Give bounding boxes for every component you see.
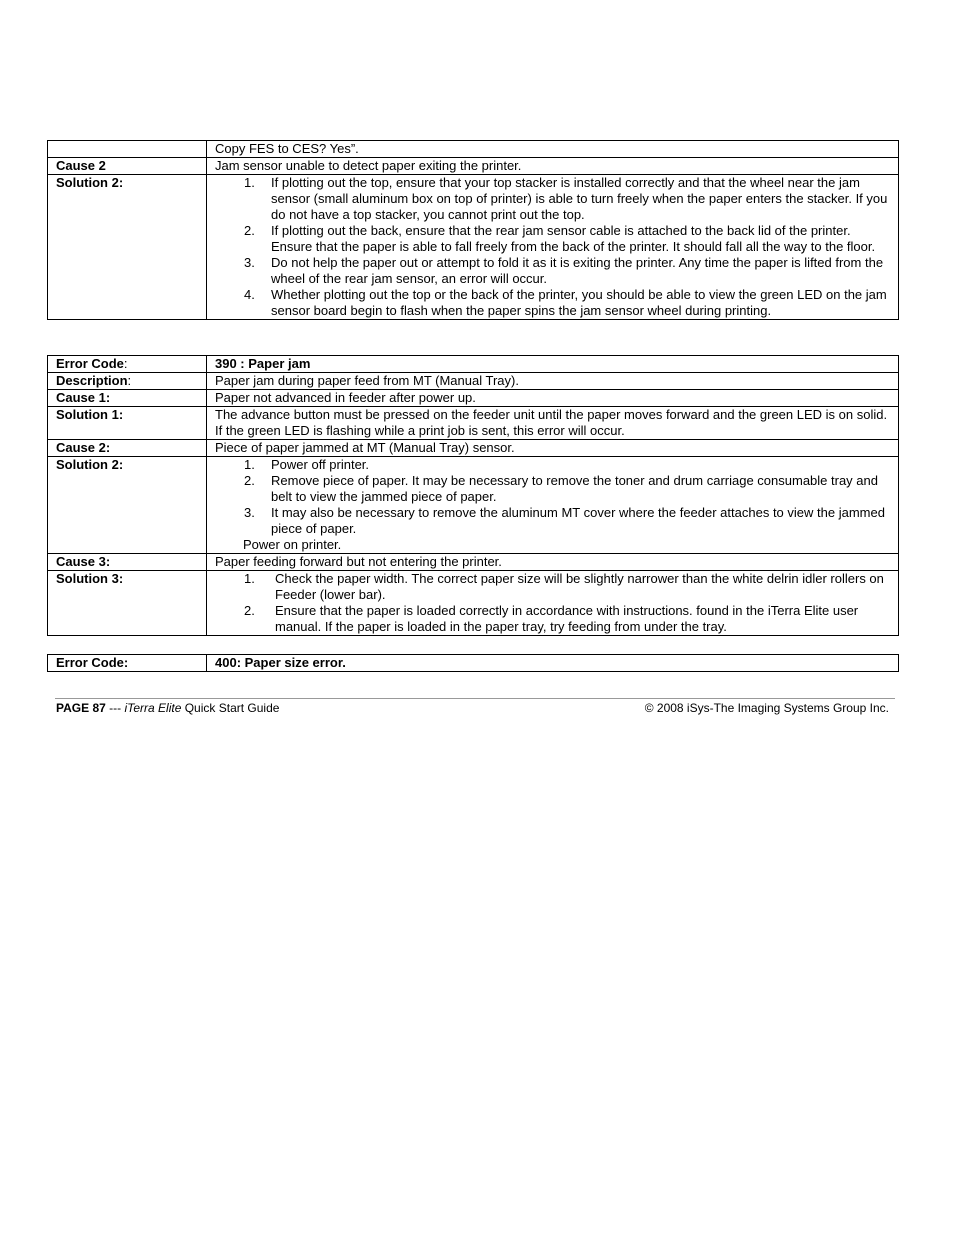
error-390-table (47, 355, 899, 636)
list-item: 1. If plotting out the top, ensure that your top stacker is installed correctly and that the wheel near the jam sensor (small aluminum box on top of printer) is able to turn freely when the paper enters the stacker. If you do not have a top stacker, you cannot print out the top. (244, 175, 888, 222)
cause-value: Paper not advanced in feeder after power up. (207, 390, 899, 407)
cause-label: Cause 2: (48, 440, 207, 457)
product-name: iTerra Elite (124, 701, 182, 715)
footer-page-info: PAGE 87 --- iTerra Elite Quick Start Guide (56, 701, 280, 715)
footer-divider (55, 698, 895, 699)
list-item: 1. Check the paper width. The correct paper size will be slightly narrower than the white delrin idler rollers on Feeder (lower bar). (244, 571, 884, 602)
list-item: 3. It may also be necessary to remove the aluminum MT cover where the feeder attaches to view the jammed piece of paper. (244, 505, 885, 536)
footer-copyright: © 2008 iSys-The Imaging Systems Group Inc. (644, 701, 889, 715)
solution-label: Solution 1: (48, 407, 207, 440)
solution-label: Solution 3: (48, 571, 207, 636)
row-value: Copy FES to CES? Yes”. (207, 141, 899, 158)
list-item: 2. Ensure that the paper is loaded correctly in accordance with instructions. found in the iTerra Elite user manual. If the paper is loaded in the paper tray, try feeding from under the tray. (244, 603, 859, 634)
table-row (48, 175, 899, 320)
solution-steps (207, 457, 899, 554)
error-code-value: 390 : Paper jam (207, 356, 899, 373)
solution-steps (207, 571, 899, 636)
table-row (48, 571, 899, 636)
table-row (48, 407, 899, 440)
cause-label: Cause 2 (48, 158, 207, 175)
list-item: 3. Do not help the paper out or attempt to fold it as it is exiting the printer. Any time the paper is lifted from the wheel of the rear jam sensor, an error will occur. (244, 255, 884, 286)
table-row (48, 440, 899, 457)
table-row (48, 457, 899, 554)
table-row (48, 373, 899, 390)
table-row (48, 158, 899, 175)
list-item: 2. If plotting out the back, ensure that the rear jam sensor cable is attached to the back lid of the printer. Ensure that the paper is able to fall freely from the back of the printer. It should fall all the way to the floor. (244, 223, 876, 254)
cause-label: Cause 3: (48, 554, 207, 571)
table-row (48, 554, 899, 571)
trailing-step: Power on printer. (243, 537, 342, 552)
error-400-table (47, 654, 899, 672)
error-code-label: Error Code: (48, 356, 207, 373)
solution-label: Solution 2: (48, 175, 207, 320)
table-row (48, 141, 899, 158)
cause-value: Paper feeding forward but not entering the printer. (207, 554, 899, 571)
description-label: Description: (48, 373, 207, 390)
list-item: 2. Remove piece of paper. It may be necessary to remove the toner and drum carriage consumable tray and belt to view the jammed piece of paper. (244, 473, 878, 504)
error-code-label: Error Code: (48, 655, 207, 672)
solution-label: Solution 2: (48, 457, 207, 554)
description-value: Paper jam during paper feed from MT (Manual Tray). (207, 373, 899, 390)
continued-error-table (47, 140, 899, 320)
cause-label: Cause 1: (48, 390, 207, 407)
page-number: PAGE 87 (56, 701, 106, 715)
list-item: 1. Power off printer. (244, 457, 370, 472)
cause-value: Piece of paper jammed at MT (Manual Tray) sensor. (207, 440, 899, 457)
table-row (48, 390, 899, 407)
solution-steps (207, 175, 899, 320)
error-code-value: 400: Paper size error. (207, 655, 899, 672)
row-label (48, 141, 207, 158)
table-row (48, 655, 899, 672)
list-item: 4. Whether plotting out the top or the back of the printer, you should be able to view the green LED on the jam sensor board begin to flash when the paper spins the jam sensor wheel during printing. (244, 287, 887, 318)
table-row (48, 356, 899, 373)
cause-value: Jam sensor unable to detect paper exiting the printer. (207, 158, 899, 175)
solution-value: The advance button must be pressed on the feeder unit until the paper moves forward and the green LED is on solid. If the green LED is flashing while a print job is sent, this error will occur. (207, 407, 899, 440)
